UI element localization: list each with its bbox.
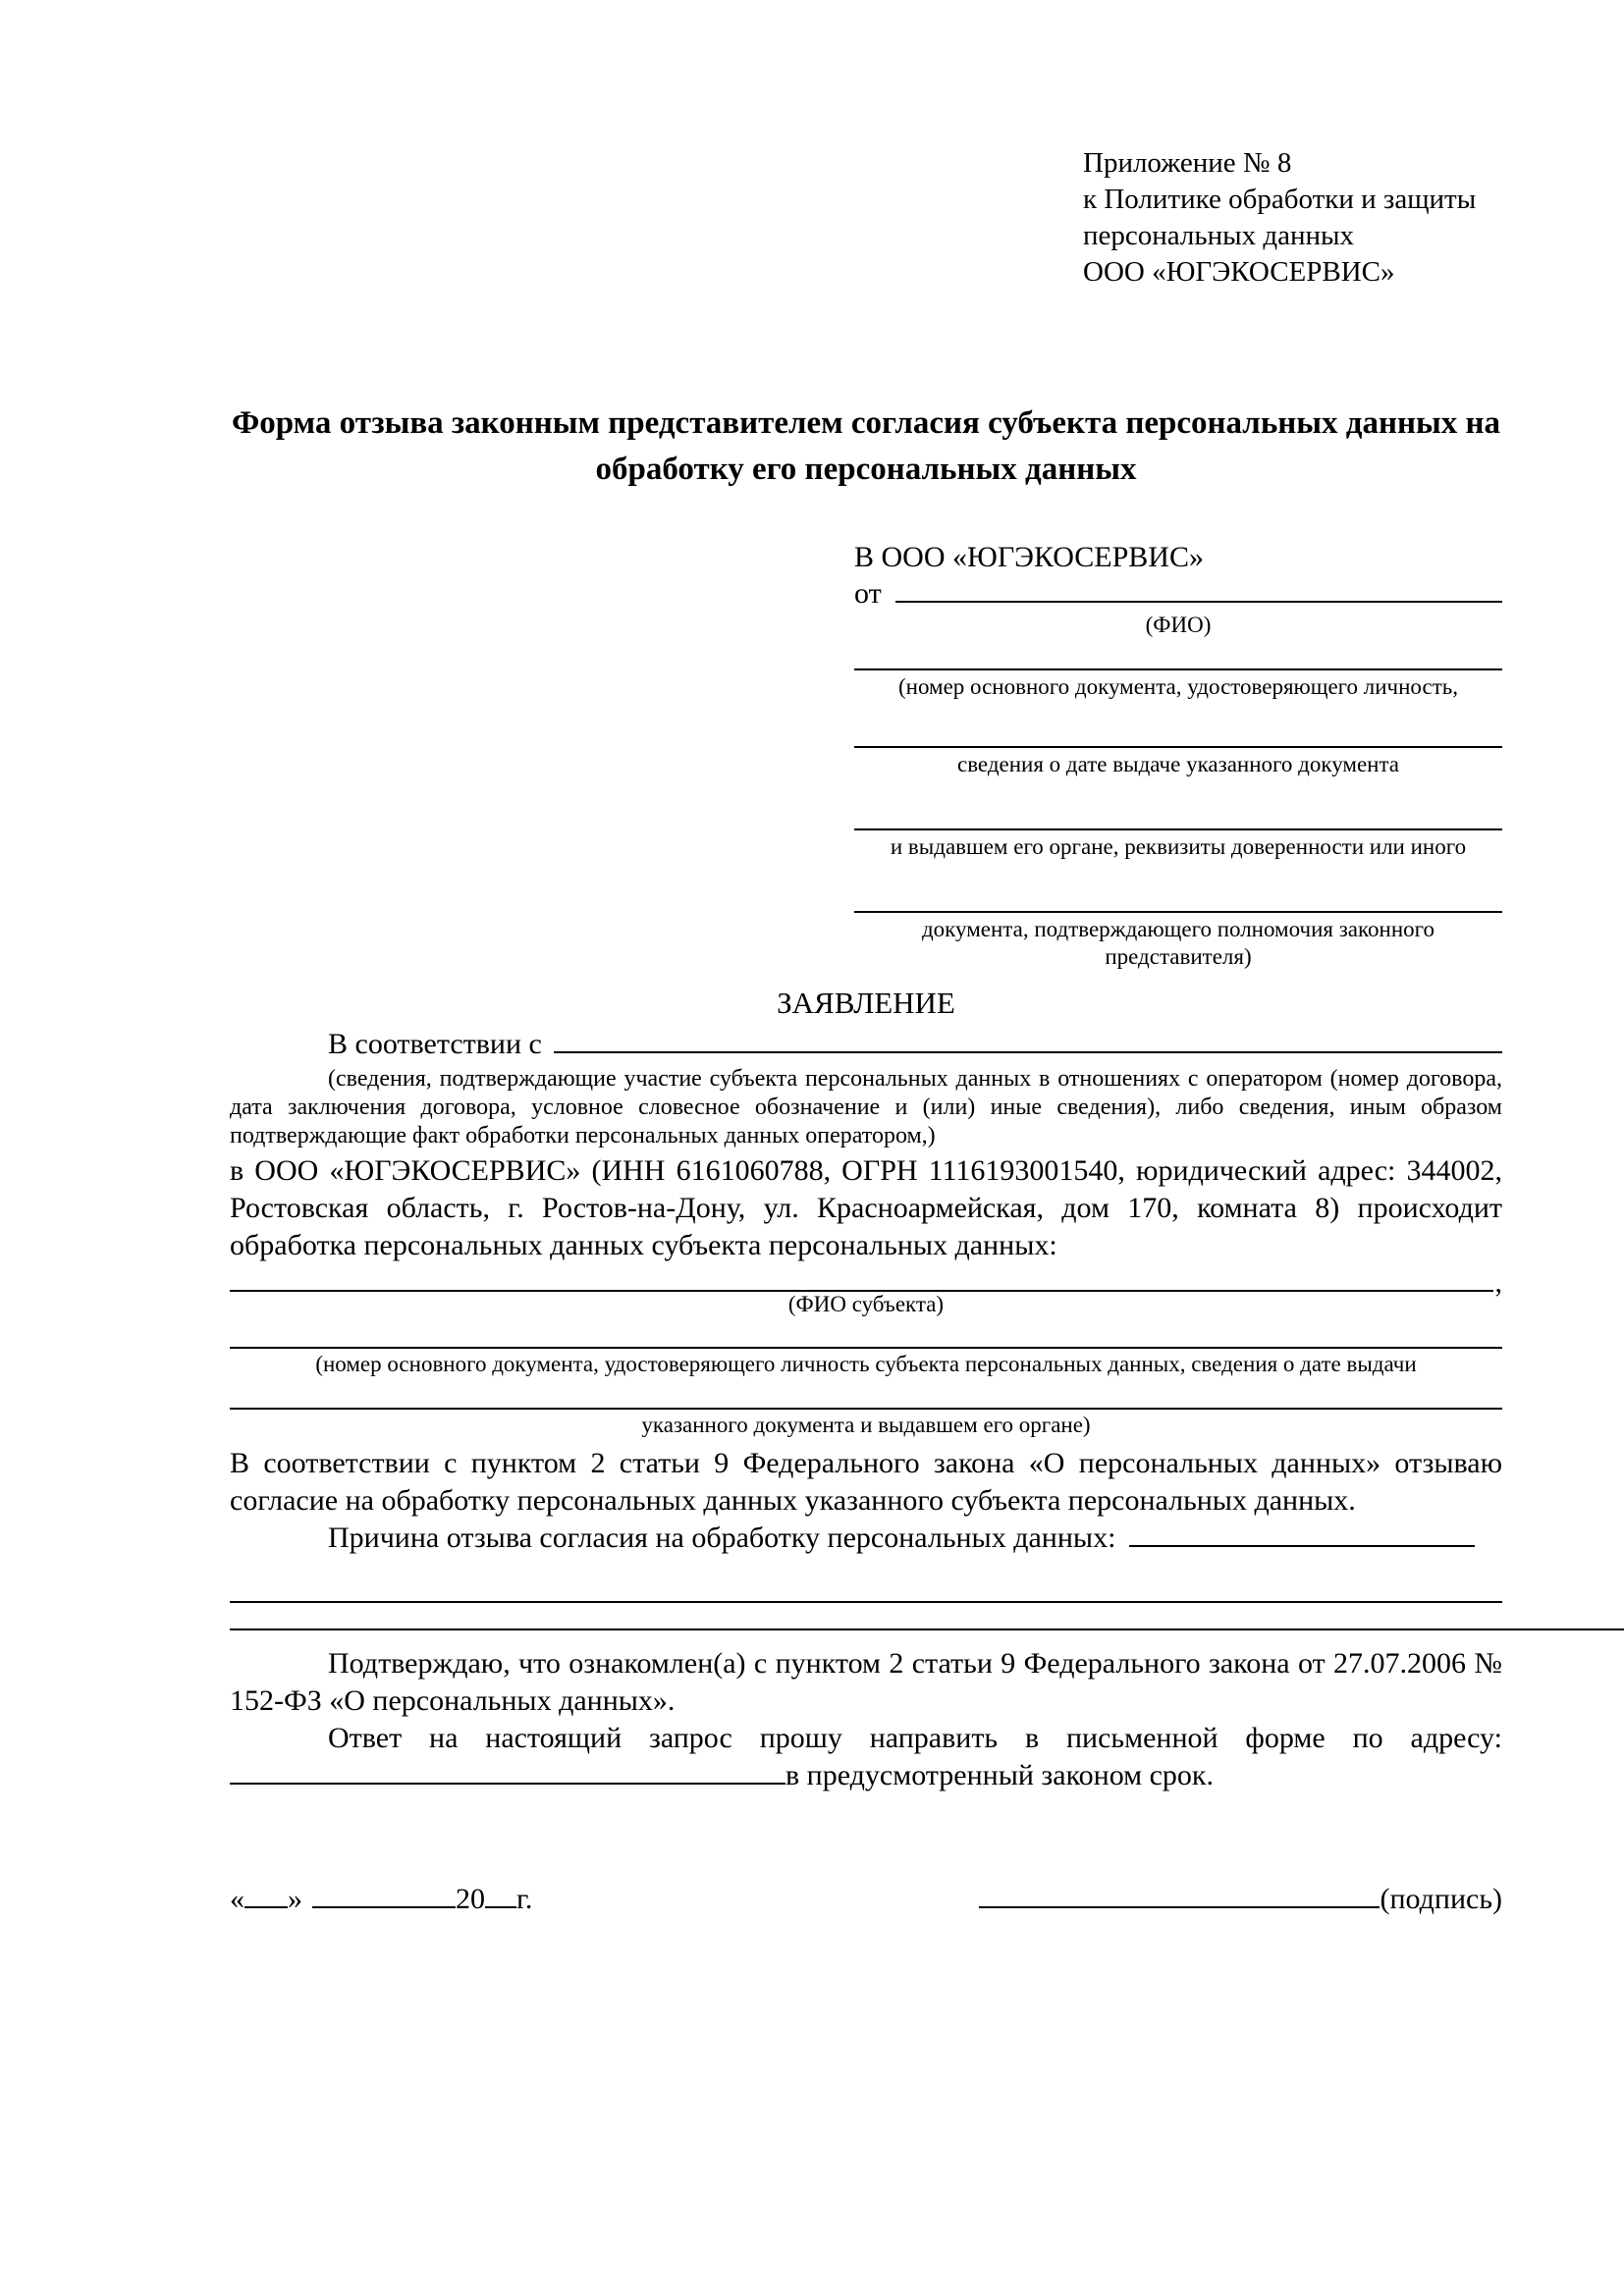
signature-group	[979, 1883, 1502, 1916]
according-prefix: В соответствии с	[328, 1028, 542, 1060]
date-close-quote: »	[288, 1883, 302, 1915]
from-label: от	[854, 577, 882, 610]
relation-details-blank-field	[554, 1051, 1502, 1053]
withdrawal-paragraph: В соответствии с пунктом 2 статьи 9 Федерального закона «О персональных данных» отзываю согласие на обработку персональных данных указанного субъекта персональных данных.	[230, 1447, 1502, 1517]
fio-caption: (ФИО)	[1145, 613, 1212, 637]
representative-document-blank-field	[854, 639, 1502, 670]
subject-document-caption-line1: (номер основного документа, удостоверяющего личность субъекта персональных данных, сведения о дате выдачи	[315, 1352, 1417, 1376]
reason-blank-field	[1129, 1545, 1475, 1547]
subject-document-blank-field	[230, 1318, 1502, 1349]
issue-date-blank-field	[854, 701, 1502, 748]
footer-row	[230, 1883, 1502, 1916]
issuing-authority-caption: и выдавшем его органе, реквизиты доверенности или иного	[890, 834, 1467, 859]
year-suffix: г.	[516, 1883, 533, 1915]
addressee-block	[854, 538, 1502, 971]
reason-continuation-blank-field	[230, 1557, 1502, 1603]
reply-address-row	[230, 1757, 1502, 1792]
reply-address-blank-field	[230, 1783, 785, 1785]
signature-caption: (подпись)	[1380, 1883, 1502, 1915]
annex-line-number: Приложение № 8	[1083, 147, 1292, 179]
reason-field-row	[230, 1520, 1502, 1557]
month-blank-field	[312, 1906, 456, 1908]
year-blank-field	[485, 1906, 516, 1908]
subject-fio-caption: (ФИО субъекта)	[787, 1292, 945, 1316]
trailing-comma: ,	[1494, 1266, 1502, 1299]
reply-suffix: в предусмотренный законом срок.	[785, 1759, 1214, 1791]
annex-line-policy: к Политике обработки и защиты	[1083, 184, 1477, 215]
authority-document-blank-field	[854, 861, 1502, 913]
annex-line-personal-data: персональных данных	[1083, 220, 1355, 251]
from-field-row	[854, 577, 1502, 609]
representative-name-blank-field	[895, 601, 1502, 603]
operator-paragraph: в ООО «ЮГЭКОСЕРВИС» (ИНН 6161060788, ОГРН 1116193001540, юридический адрес: 344002, Ростовская область, г. Ростов-на-Дону, ул. Красноармейская, дом 170, комната 8) происходит обработка персональных данных субъекта персональных данных:	[230, 1154, 1502, 1261]
date-group	[230, 1883, 532, 1916]
subject-document-authority-blank-field	[230, 1378, 1502, 1410]
operator-relation-note: (сведения, подтверждающие участие субъекта персональных данных в отношениях с оператором (номер договора, дата заключения договора, условное словесное обозначение и (или) иные сведения), либо сведения, иным образом подтверждающие факт обработки персональных данных оператором,)	[230, 1066, 1502, 1148]
according-field-row	[230, 1026, 1502, 1061]
reason-label: Причина отзыва согласия на обработку персональных данных:	[328, 1522, 1116, 1554]
day-blank-field	[244, 1906, 288, 1908]
annex-reference-block	[1083, 145, 1502, 291]
subject-document-caption-line2: указанного документа и выдавшем его органе)	[641, 1413, 1091, 1437]
signature-blank-field	[979, 1906, 1380, 1908]
reply-paragraph: Ответ на настоящий запрос прошу направить в письменной форме по адресу:	[328, 1722, 1502, 1754]
statement-heading: ЗАЯВЛЕНИЕ	[777, 986, 955, 1020]
date-open-quote: «	[230, 1883, 244, 1915]
reason-last-blank-field	[230, 1629, 1624, 1630]
subject-name-field-row	[230, 1264, 1502, 1299]
confirmation-paragraph: Подтверждаю, что ознакомлен(а) с пунктом 2 статьи 9 Федерального закона от 27.07.2006 № 152-ФЗ «О персональных данных».	[230, 1647, 1502, 1717]
addressee-organization: В ООО «ЮГЭКОСЕРВИС»	[854, 541, 1204, 573]
annex-line-company: ООО «ЮГЭКОСЕРВИС»	[1083, 256, 1395, 288]
issue-date-caption: сведения о дате выдаче указанного документа	[956, 752, 1400, 776]
year-prefix: 20	[456, 1883, 485, 1915]
issuing-authority-blank-field	[854, 778, 1502, 830]
document-number-caption: (номер основного документа, удостоверяющего личность,	[897, 674, 1458, 699]
authority-document-caption: документа, подтверждающего полномочия законного представителя)	[921, 917, 1435, 969]
reason-last-line-row	[230, 1603, 1502, 1637]
document-title: Форма отзыва законным представителем согласия субъекта персональных данных на обработку его персональных данных	[231, 405, 1501, 487]
